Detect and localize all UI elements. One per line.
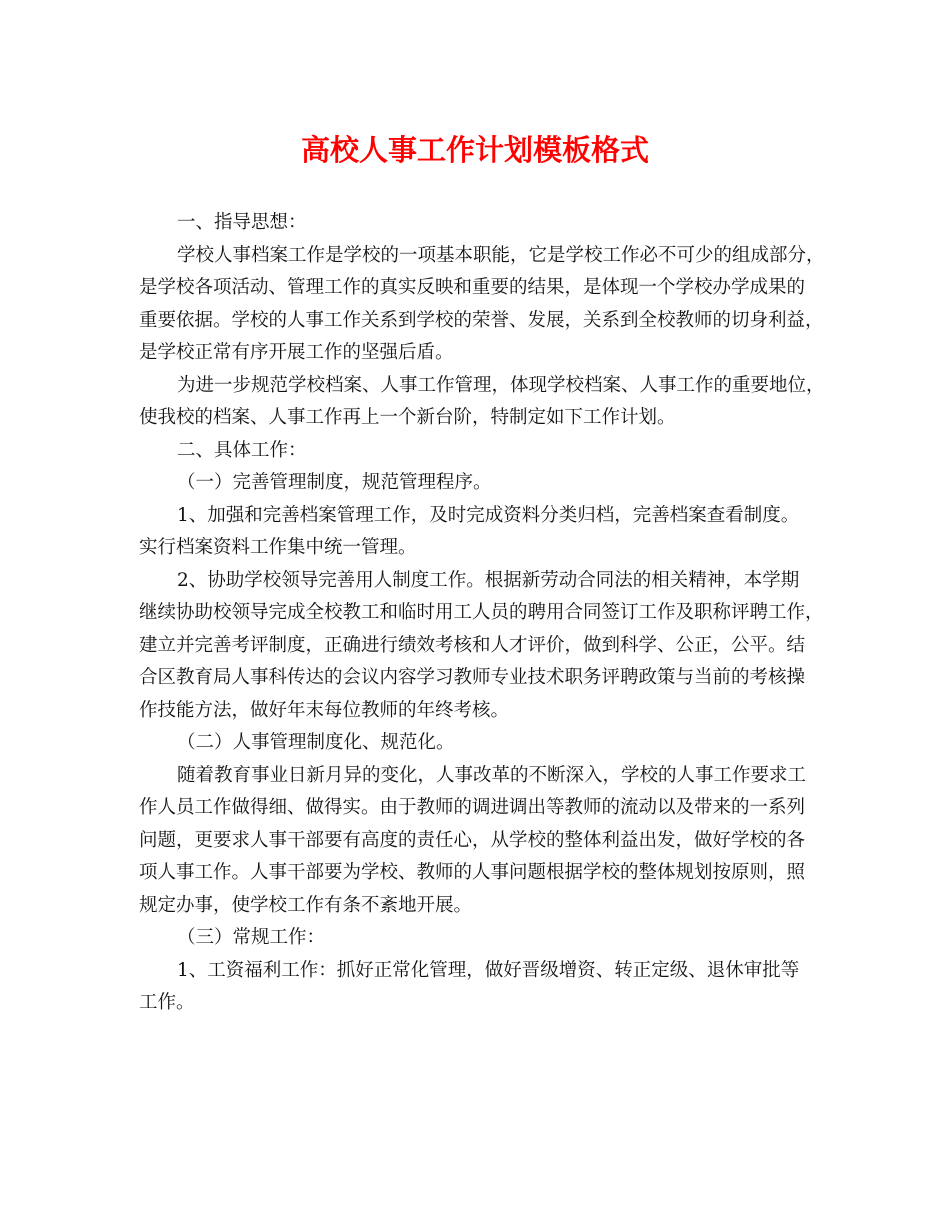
text-line [139,987,829,1020]
text-content: 1、加强和完善档案管理工作，及时完成资料分类归档，完善档案查看制度。 [177,504,800,526]
text-content: 随着教育事业日新月异的变化，人事改革的不断深入，学校的人事工作要求工 [177,764,807,786]
section-heading [139,207,829,240]
text-content: 学校人事档案工作是学校的一项基本职能，它是学校工作必不可少的组成部分， [177,244,825,266]
paragraph [139,240,829,370]
text-line [139,727,829,760]
text-line [139,305,829,338]
paragraph [139,760,829,923]
text-line [139,792,829,825]
text-content: 作技能方法，做好年末每位教师的年终考核。 [139,699,510,721]
text-line [139,955,829,988]
text-content: 建立并完善考评制度，正确进行绩效考核和人才评价，做到科学、公正，公平。结 [139,634,806,656]
text-content: 作人员工作做得细、做得实。由于教师的调进调出等教师的流动以及带来的一系列 [139,797,806,818]
text-content: 为进一步规范学校档案、人事工作管理，体现学校档案、人事工作的重要地位， [177,374,825,396]
text-content: 1、工资福利工作：抓好正常化管理，做好晋级增资、转正定级、退休审批等 [177,959,800,981]
text-content: 实行档案资料工作集中统一管理。 [139,537,417,558]
text-line [139,337,829,370]
text-line [139,857,829,890]
text-line [139,402,829,435]
section-heading [139,922,829,955]
text-line [139,565,829,598]
paragraph [139,955,829,1020]
text-line [139,630,829,663]
text-line [139,500,829,533]
text-content: 是学校正常有序开展工作的坚强后盾。 [139,342,454,363]
text-line [139,825,829,858]
paragraph [139,565,829,728]
text-line [139,662,829,695]
text-line [139,435,829,468]
text-content: 一、指导思想： [177,212,307,233]
text-line [139,467,829,500]
text-content: 继续协助校领导完成全校教工和临时用工人员的聘用合同签订工作及职称评聘工作， [139,602,824,623]
text-content: 2、协助学校领导完善用人制度工作。根据新劳动合同法的相关精神，本学期 [177,569,800,591]
text-content: （一）完善管理制度，规范管理程序。 [177,472,492,493]
text-line [139,597,829,630]
text-line [139,890,829,923]
paragraph [139,370,829,435]
text-content: 工作。 [139,992,195,1013]
text-line [139,240,829,273]
text-line [139,272,829,305]
text-content: （三）常规工作： [177,927,326,948]
section-heading [139,467,829,500]
text-content: 重要依据。学校的人事工作关系到学校的荣誉、发展，关系到全校教师的切身利益， [139,309,824,331]
text-content: （二）人事管理制度化、规范化。 [177,732,455,753]
text-content: 问题，更要求人事干部要有高度的责任心，从学校的整体利益出发，做好学校的各 [139,829,806,851]
text-content: 是学校各项活动、管理工作的真实反映和重要的结果，是体现一个学校办学成果的 [139,277,806,298]
section-heading [139,435,829,468]
text-line [139,370,829,403]
text-content: 二、具体工作： [177,439,307,461]
text-content: 项人事工作。人事干部要为学校、教师的人事问题根据学校的整体规划按原则，照 [139,862,806,883]
text-line [139,760,829,793]
text-content: 使我校的档案、人事工作再上一个新台阶，特制定如下工作计划。 [139,407,676,428]
text-content: 规定办事，使学校工作有条不紊地开展。 [139,894,473,916]
text-line [139,207,829,240]
section-heading [139,727,829,760]
paragraph [139,500,829,565]
text-line [139,922,829,955]
text-line [139,532,829,565]
text-content: 合区教育局人事科传达的会议内容学习教师专业技术职务评聘政策与当前的考核操 [139,667,806,688]
text-line [139,695,829,728]
document-title: 高校人事工作计划模板格式 [300,133,649,167]
document-body [139,207,829,1020]
